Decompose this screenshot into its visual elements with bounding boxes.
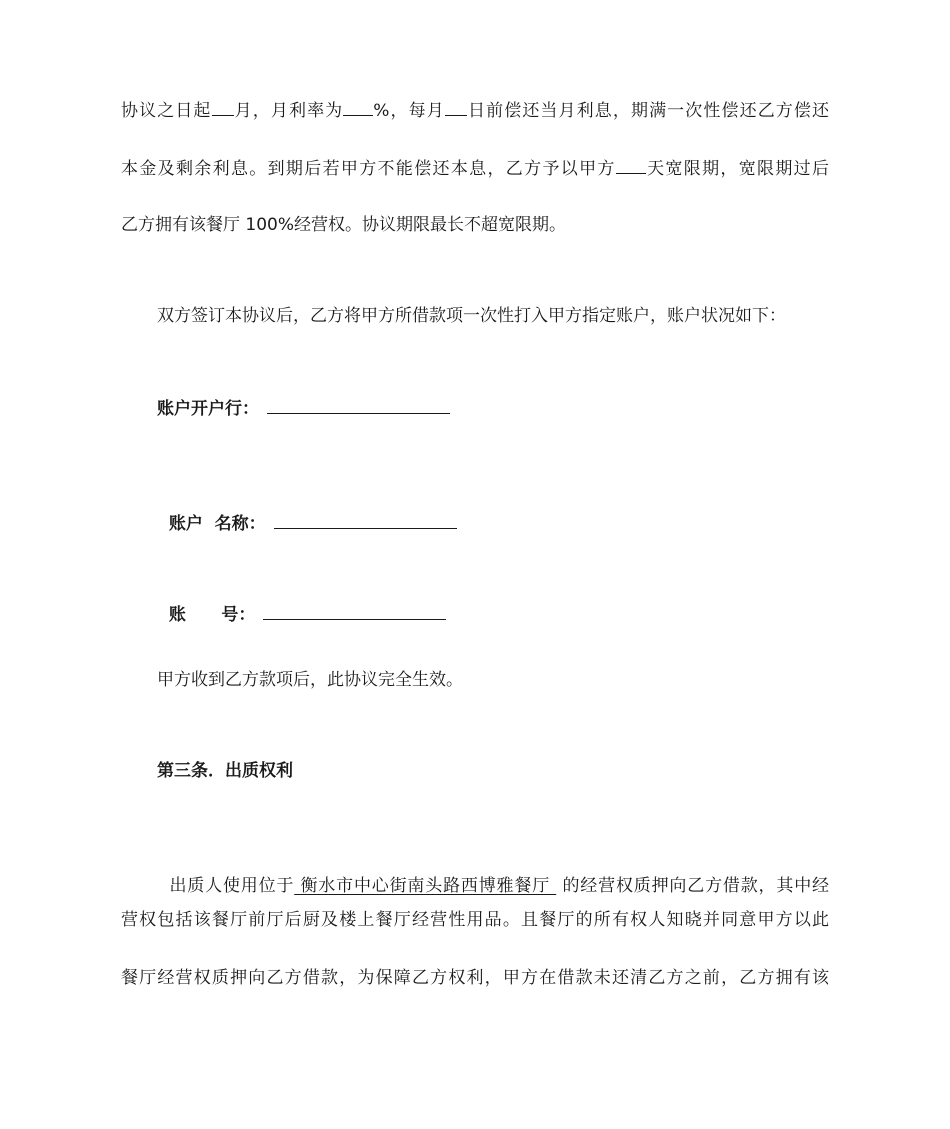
account-bank-label: 账户开户行： bbox=[157, 399, 259, 419]
para1-text: %，每月 bbox=[373, 101, 445, 121]
para1-text: 月，月利率为 bbox=[233, 101, 344, 121]
article3-text: 的经营权质押向乙方借款，其中经 bbox=[556, 876, 830, 896]
account-bank-field bbox=[267, 395, 450, 414]
para1-text: 天宽限期，宽限期过后 bbox=[645, 159, 830, 179]
article3-line-3: 餐厅经营权质押向乙方借款，为保障乙方权利，甲方在借款未还清乙方之前，乙方拥有该 bbox=[121, 968, 829, 988]
para1-text: 本金及剩余利息。到期后若甲方不能偿还本息，乙方予以甲方 bbox=[121, 159, 616, 179]
account-name-row bbox=[157, 486, 457, 534]
article3-text: 出质人使用位于 bbox=[169, 876, 295, 896]
article3-heading: 第三条．出质权利 bbox=[157, 761, 293, 781]
para3: 甲方收到乙方款项后，此协议完全生效。 bbox=[157, 670, 463, 690]
restaurant-location: 衡水市中心街南头路西博雅餐厅 bbox=[294, 876, 557, 896]
account-name-field bbox=[274, 510, 457, 529]
article3-line-2: 营权包括该餐厅前厅后厨及楼上餐厅经营性用品。且餐厅的所有权人知晓并同意甲方以此 bbox=[121, 910, 829, 930]
day-blank bbox=[445, 97, 467, 116]
para2: 双方签订本协议后，乙方将甲方所借款项一次性打入甲方指定账户，账户状况如下： bbox=[157, 306, 786, 326]
account-name-label: 账户 名称： bbox=[168, 514, 266, 534]
article3-line-1 bbox=[157, 850, 830, 896]
para1-line-3: 乙方拥有该餐厅 100%经营权。协议期限最长不超宽限期。 bbox=[121, 215, 567, 235]
para1-text: 日前偿还当月利息，期满一次性偿还乙方偿还 bbox=[466, 101, 830, 121]
months-blank bbox=[212, 97, 234, 116]
para1-line-1 bbox=[121, 97, 829, 121]
grace-days-blank bbox=[616, 155, 646, 174]
para1-line-2 bbox=[121, 155, 829, 179]
account-number-label: 账 号： bbox=[168, 605, 256, 625]
para1-text: 协议之日起 bbox=[121, 101, 212, 121]
account-number-row bbox=[157, 577, 446, 625]
interest-rate-blank bbox=[343, 97, 373, 116]
account-number-field bbox=[263, 601, 446, 620]
account-bank-row bbox=[157, 395, 450, 419]
